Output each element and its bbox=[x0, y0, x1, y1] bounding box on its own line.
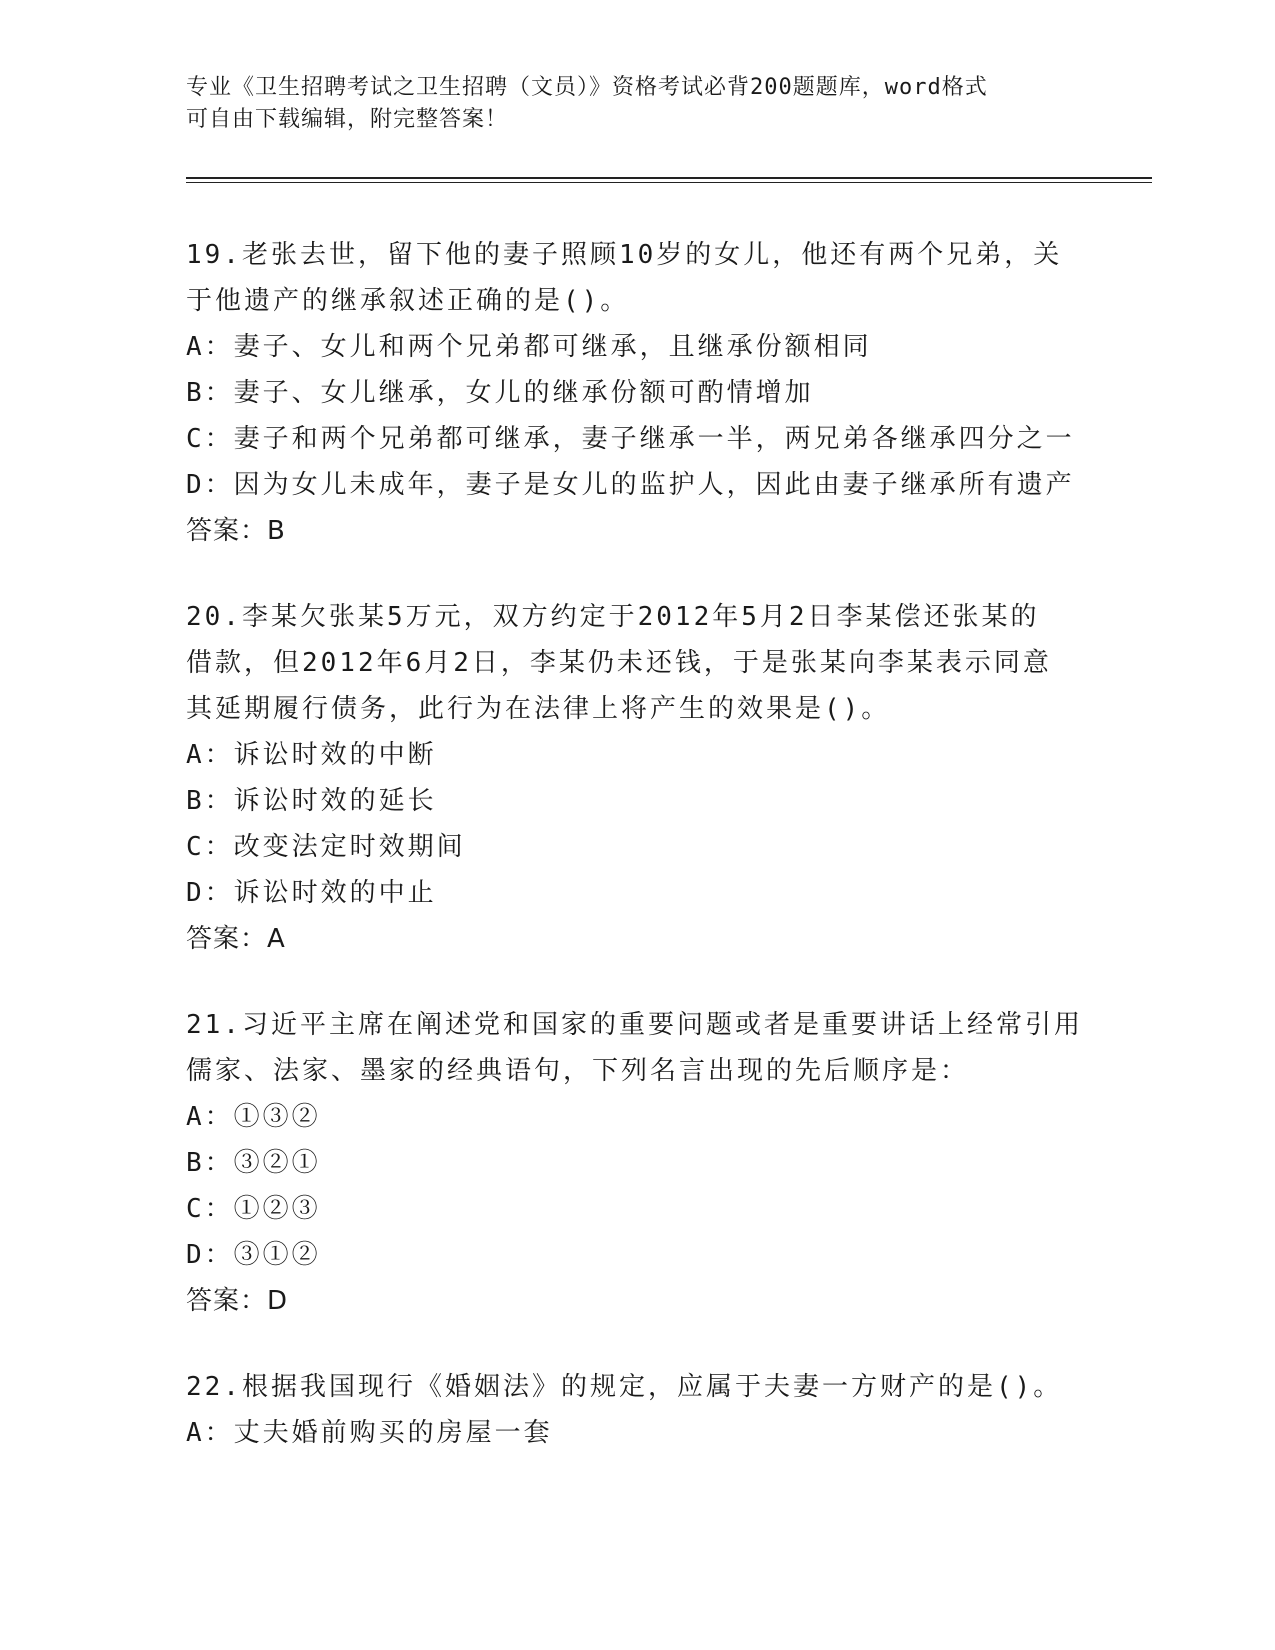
option-c: C：①②③ bbox=[186, 1194, 321, 1224]
option-b: B：妻子、女儿继承，女儿的继承份额可酌情增加 bbox=[186, 378, 814, 408]
option-a: A：诉讼时效的中断 bbox=[186, 740, 437, 770]
option-d: D：诉讼时效的中止 bbox=[186, 878, 437, 908]
document-header bbox=[186, 72, 1066, 136]
question-text-line: 于他遗产的继承叙述正确的是()。 bbox=[186, 286, 630, 316]
header-line-1: 专业《卫生招聘考试之卫生招聘（文员）》资格考试必背200题题库，word格式 bbox=[186, 75, 988, 100]
option-d: D：因为女儿未成年，妻子是女儿的监护人，因此由妻子继承所有遗产 bbox=[186, 470, 1075, 500]
question-20 bbox=[186, 594, 1086, 962]
option-c: C：改变法定时效期间 bbox=[186, 832, 466, 862]
answer-line: 答案：D bbox=[186, 1286, 289, 1316]
option-d: D：③①② bbox=[186, 1240, 321, 1270]
option-b: B：诉讼时效的延长 bbox=[186, 786, 437, 816]
header-line-2: 可自由下载编辑，附完整答案！ bbox=[186, 107, 509, 132]
question-text-line: 其延期履行债务，此行为在法律上将产生的效果是()。 bbox=[186, 694, 891, 724]
question-text-line: 借款，但2012年6月2日，李某仍未还钱，于是张某向李某表示同意 bbox=[186, 648, 1052, 678]
question-list bbox=[186, 232, 1086, 1496]
question-text-line: 22.根据我国现行《婚姻法》的规定，应属于夫妻一方财产的是()。 bbox=[186, 1372, 1063, 1402]
question-text-line: 儒家、法家、墨家的经典语句，下列名言出现的先后顺序是： bbox=[186, 1056, 970, 1086]
option-c: C：妻子和两个兄弟都可继承，妻子继承一半，两兄弟各继承四分之一 bbox=[186, 424, 1075, 454]
option-a: A：丈夫婚前购买的房屋一套 bbox=[186, 1418, 553, 1448]
option-a: A：①③② bbox=[186, 1102, 321, 1132]
header-divider-thick bbox=[186, 177, 1152, 179]
option-b: B：③②① bbox=[186, 1148, 321, 1178]
answer-line: 答案：B bbox=[186, 516, 286, 546]
answer-line: 答案：A bbox=[186, 924, 286, 954]
option-a: A：妻子、女儿和两个兄弟都可继承，且继承份额相同 bbox=[186, 332, 872, 362]
question-text-line: 19.老张去世，留下他的妻子照顾10岁的女儿，他还有两个兄弟，关 bbox=[186, 240, 1063, 270]
question-21 bbox=[186, 1002, 1086, 1324]
question-22 bbox=[186, 1364, 1086, 1456]
question-text-line: 21.习近平主席在阐述党和国家的重要问题或者是重要讲话上经常引用 bbox=[186, 1010, 1083, 1040]
header-divider-thin bbox=[186, 182, 1152, 183]
question-text-line: 20.李某欠张某5万元，双方约定于2012年5月2日李某偿还张某的 bbox=[186, 602, 1040, 632]
question-19 bbox=[186, 232, 1086, 554]
